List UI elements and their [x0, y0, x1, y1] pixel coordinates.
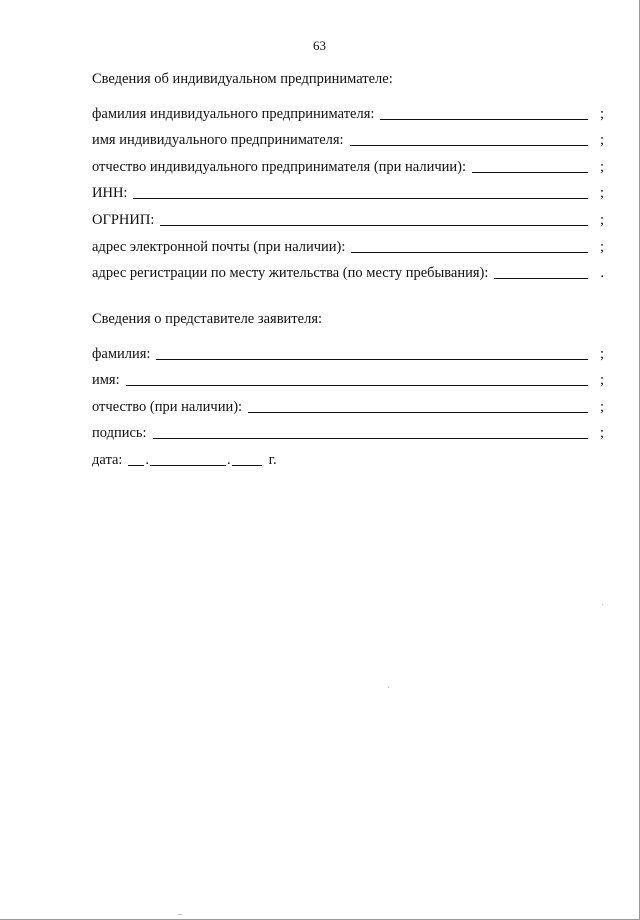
scan-speck: [388, 687, 389, 688]
date-month-field[interactable]: [150, 451, 226, 466]
row-terminator: ;: [599, 398, 604, 415]
date-separator: .: [227, 451, 231, 468]
row-terminator: ;: [599, 425, 604, 442]
patronymic-label: отчество индивидуального предпринимателя (при наличии):: [92, 158, 467, 175]
inn-row: [92, 176, 604, 203]
ogrnip-row: [92, 202, 604, 229]
entrepreneur-section: [92, 70, 604, 282]
address-label: адрес регистрации по месту жительства (по месту пребывания):: [92, 265, 489, 282]
scan-speck: [178, 914, 182, 915]
rep-patronymic-row: [92, 389, 604, 416]
scan-speck: [602, 604, 603, 605]
rep-signature-row: [92, 416, 604, 443]
email-row: [92, 229, 604, 256]
date-year-suffix: г.: [268, 451, 277, 468]
inn-label: ИНН:: [92, 185, 128, 202]
ogrnip-label: ОГРНИП:: [92, 211, 155, 228]
row-terminator: ;: [599, 372, 604, 389]
entrepreneur-section-title: Сведения об индивидуальном предпринимателе:: [92, 71, 393, 87]
rep-surname-label: фамилия:: [92, 345, 151, 362]
address-field[interactable]: [494, 264, 588, 279]
first-name-field[interactable]: [350, 131, 588, 146]
representative-section-title: Сведения о представителе заявителя:: [92, 311, 323, 327]
date-separator: .: [145, 451, 150, 468]
surname-row: [92, 96, 604, 123]
surname-label: фамилия индивидуального предпринимателя:: [92, 105, 375, 122]
rep-signature-label: подпись:: [92, 425, 147, 442]
rep-surname-row: [92, 336, 604, 363]
page-number: 63: [313, 38, 326, 53]
row-terminator: ;: [599, 132, 604, 149]
date-year-field[interactable]: [232, 451, 262, 466]
rep-first-name-field[interactable]: [126, 371, 588, 386]
row-terminator: ;: [599, 345, 604, 362]
rep-surname-field[interactable]: [156, 345, 588, 360]
rep-first-name-row: [92, 363, 604, 390]
date-row: [92, 442, 604, 469]
email-label: адрес электронной почты (при наличии):: [92, 238, 346, 255]
rep-patronymic-field[interactable]: [248, 398, 588, 413]
first-name-label: имя индивидуального предпринимателя:: [92, 132, 344, 149]
rep-first-name-label: имя:: [92, 372, 120, 389]
date-day-field[interactable]: [128, 451, 144, 466]
row-terminator: ;: [599, 158, 604, 175]
patronymic-row: [92, 149, 604, 176]
patronymic-field[interactable]: [472, 158, 588, 173]
row-terminator: ;: [599, 211, 604, 228]
representative-section: [92, 310, 604, 469]
date-label: дата:: [92, 451, 123, 468]
first-name-row: [92, 123, 604, 150]
email-field[interactable]: [351, 238, 588, 253]
row-terminator: ;: [599, 105, 604, 122]
rep-signature-field[interactable]: [153, 424, 588, 439]
row-terminator: ;: [599, 238, 604, 255]
row-terminator: .: [600, 265, 604, 282]
address-row: [92, 256, 604, 283]
row-terminator: ;: [599, 185, 604, 202]
inn-field[interactable]: [133, 184, 588, 199]
rep-patronymic-label: отчество (при наличии):: [92, 398, 243, 415]
surname-field[interactable]: [380, 105, 588, 120]
ogrnip-field[interactable]: [160, 211, 588, 226]
